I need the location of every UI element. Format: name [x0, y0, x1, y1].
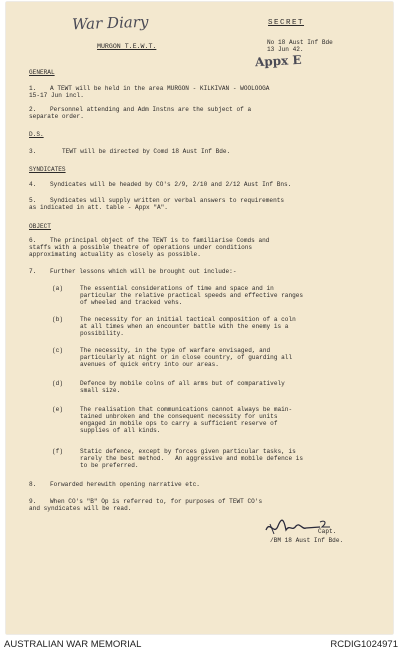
classification-label: SECRET [268, 19, 305, 27]
reference-date: 13 Jun 42. [267, 46, 304, 53]
para-text: staffs with a possible theatre of operations under conditions [29, 244, 253, 251]
para-text: Syndicates will be headed by CO's 2/9, 2/10 and 2/12 Aust Inf Bns. [50, 181, 292, 188]
list-item-label: (c) [52, 347, 63, 354]
signatory-appointment: /BM 18 Aust Inf Bde. [270, 537, 344, 544]
list-item-text: tained unbroken and the consequent necessity for units [80, 413, 278, 420]
para-text: and syndicates will be read. [29, 505, 132, 512]
list-item-text: possibility. [80, 330, 124, 337]
section-heading-syndicates: SYNDICATES [29, 166, 66, 173]
list-item-text: The essential considerations of time and space and in [80, 285, 274, 292]
section-heading-object: OBJECT [29, 223, 51, 230]
list-item-text: The necessity for an initial tactical composition of a coln [80, 316, 296, 323]
list-item-text: particularly at night or in close country, of guarding all [80, 354, 293, 361]
list-item-text: to be preferred. [80, 462, 139, 469]
list-item-text: Defence by mobile colns of all arms but of comparatively [80, 380, 285, 387]
section-heading-ds: D.S. [29, 131, 44, 138]
para-text: separate order. [29, 113, 84, 120]
list-item-text: supplies of all kinds. [80, 427, 161, 434]
list-item-text: The necessity, in the type of warfare envisaged, and [80, 347, 271, 354]
para-number: 5. [29, 197, 37, 204]
para-text: TEWT will be directed by Comd 18 Aust Inf Bde. [62, 148, 231, 155]
archive-footer [0, 637, 404, 653]
handwritten-annotation: War Diary [71, 12, 149, 34]
para-text: Syndicates will supply written or verbal answers to requirements [50, 197, 285, 204]
signatory-rank: Capt. [318, 528, 337, 535]
para-number: 7. [29, 268, 37, 275]
list-item-text: particular the relative practical speeds and effective ranges [80, 292, 304, 299]
list-item-label: (a) [52, 285, 63, 292]
list-item-text: at all times when an encounter battle with the enemy is a [80, 323, 289, 330]
list-item-text: of wheeled and tracked vehs. [80, 299, 183, 306]
list-item-label: (f) [52, 448, 63, 455]
footer-record-id: RCDIG1024971 [330, 639, 398, 650]
para-text: as indicated in att. table - Appx "A". [29, 204, 168, 211]
list-item-text: avenues of quick entry into our areas. [80, 361, 219, 368]
document-title: MURGON T.E.W.T. [97, 43, 157, 50]
list-item-label: (e) [52, 406, 63, 413]
list-item-label: (d) [52, 380, 63, 387]
para-text: When CO's "B" Op is referred to, for purposes of TEWT CO's [50, 498, 263, 505]
list-item-text: Static defence, except by forces given particular tasks, is [80, 448, 296, 455]
para-text: The principal object of the TEWT is to familiarise Comds and [50, 237, 270, 244]
footer-institution: AUSTRALIAN WAR MEMORIAL [4, 639, 142, 650]
para-number: 4. [29, 181, 37, 188]
list-item-text: The realisation that communications cannot always be main- [80, 406, 293, 413]
para-number: 1. [29, 85, 37, 92]
para-text: A TEWT will be held in the area MURGON - KILKIVAN - WOOLOOGA [50, 85, 270, 92]
para-number: 2. [29, 106, 37, 113]
para-number: 3. [29, 148, 37, 155]
para-number: 6. [29, 237, 37, 244]
para-text: 15-17 Jun incl. [29, 92, 84, 99]
para-text: Personnel attending and Adm Instns are the subject of a [50, 106, 252, 113]
list-item-label: (b) [52, 316, 63, 323]
appendix-annotation: Appx E [254, 52, 302, 70]
para-text: Further lessons which will be brought out include:- [50, 268, 237, 275]
reference-unit: No 18 Aust Inf Bde [267, 39, 333, 46]
para-number: 9. [29, 498, 37, 505]
para-number: 8. [29, 481, 37, 488]
para-text: Forwarded herewith opening narrative etc. [50, 481, 200, 488]
para-text: approximating actuality as closely as possible. [29, 251, 201, 258]
list-item-text: rarely the best method. An aggressive and mobile defence is [80, 455, 304, 462]
list-item-text: small size. [80, 387, 121, 394]
section-heading-general: GENERAL [29, 69, 55, 76]
list-item-text: engaged in mobile ops to carry a sufficient reserve of [80, 420, 278, 427]
